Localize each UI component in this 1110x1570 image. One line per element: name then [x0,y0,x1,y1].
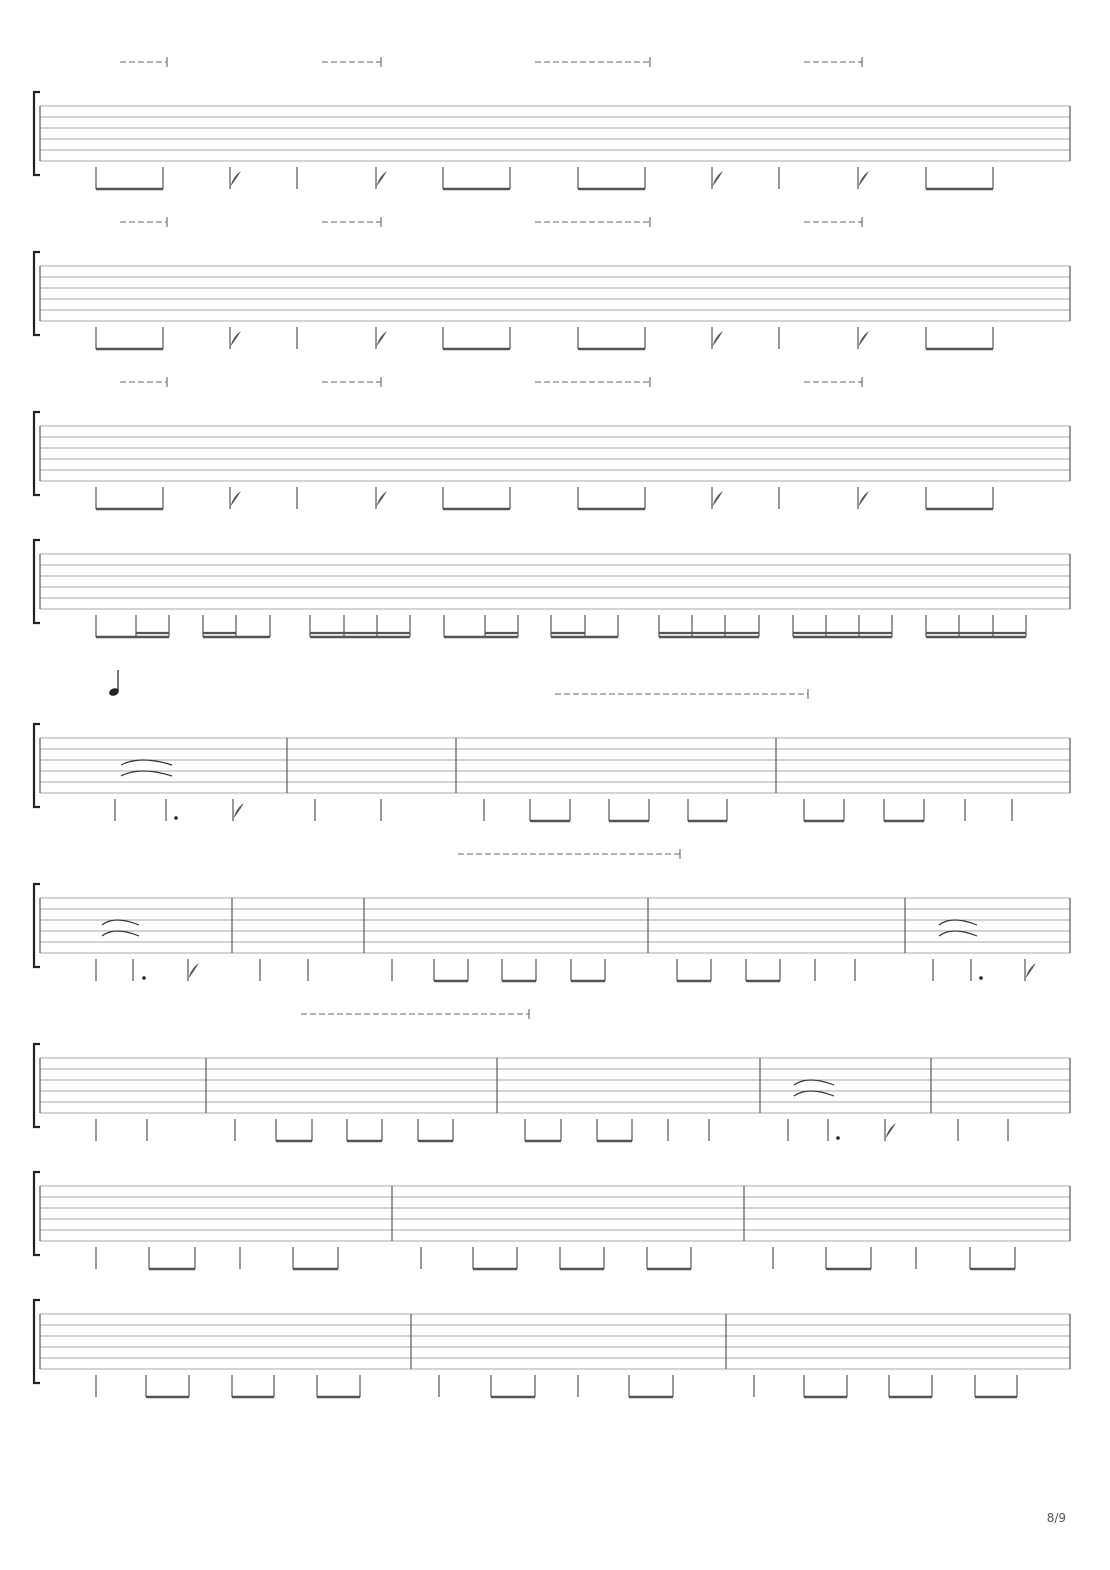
eighth-flag [712,491,723,509]
system-bracket [34,1172,40,1255]
tie-arc [121,760,172,765]
system-bracket [34,1300,40,1383]
system-bracket [34,92,40,175]
system-bracket [34,540,40,623]
tie-arc [102,920,139,925]
tie-arc [794,1091,834,1096]
rhythm-dot [142,976,146,980]
eighth-flag [230,491,241,509]
page-number: 8/9 [1046,1511,1066,1525]
eighth-flag [188,963,199,981]
tie-arc [102,931,139,936]
eighth-flag [376,491,387,509]
eighth-flag [1025,963,1036,981]
tie-arc [121,771,172,776]
eighth-flag [230,171,241,189]
eighth-flag [712,171,723,189]
rhythm-dot [836,1136,840,1140]
rhythm-dot [979,976,983,980]
eighth-flag [885,1123,896,1141]
system-bracket [34,724,40,807]
eighth-flag [858,171,869,189]
eighth-flag [712,331,723,349]
system-bracket [34,884,40,967]
eighth-flag [376,331,387,349]
eighth-flag [858,331,869,349]
eighth-flag [376,171,387,189]
rhythm-dot [174,816,178,820]
tie-arc [939,920,977,925]
system-bracket [34,412,40,495]
eighth-flag [233,803,244,821]
eighth-flag [230,331,241,349]
eighth-flag [858,491,869,509]
system-bracket [34,252,40,335]
system-bracket [34,1044,40,1127]
staff-lines-layer [40,106,1070,1369]
notation-marks-layer [34,57,1036,1397]
tie-arc [794,1080,834,1085]
tie-arc [939,931,977,936]
